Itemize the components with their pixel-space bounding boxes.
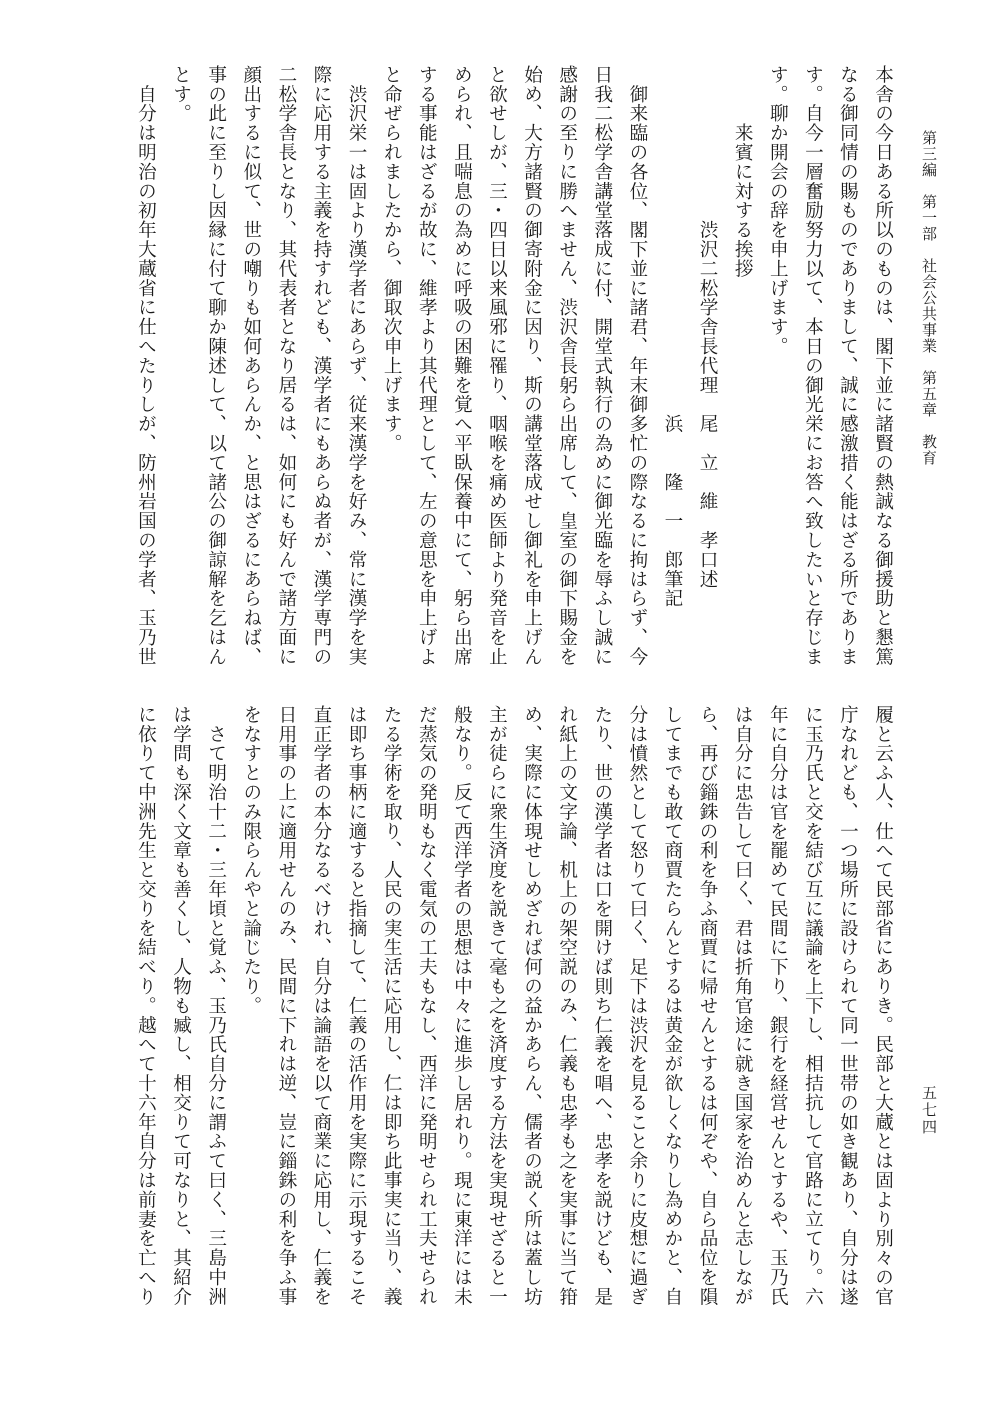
text-line: 始め、大方諸賢の御寄附金に因り、斯の講堂落成せし御礼を申上げん [521,65,543,667]
text-line: 本舎の今日ある所以のものは、閣下並に諸賢の熱誠なる御援助と懇篤 [872,65,894,667]
text-line: なる御同情の賜ものでありまして、誠に感激措く能はざる所でありま [837,65,859,667]
text-line: 感謝の至りに勝へません、渋沢舎長躬ら出席して、皇室の御下賜金を [556,65,578,667]
text-line: と命ぜられましたから、御取次申上げます。 [381,65,403,453]
text-line: は即ち事柄に適すると指摘して、仁義の活作用を実際に示現するこそ [346,705,368,1307]
text-line: たり、世の漢学者は口を開けば則ち仁義を唱へ、忠孝を説けども、是 [591,705,613,1307]
page-number: 五七四 [920,1085,938,1136]
text-line: に依りて中洲先生と交りを結べり。越へて十六年自分は前妻を亡へり [135,705,157,1307]
text-line: 日用事の上に適用せんのみ、民間に下れは逆、豈に錙銖の利を争ふ事 [275,705,297,1307]
text-line: 自分は明治の初年大蔵省に仕へたりしが、防州岩国の学者、玉乃世 [135,65,157,667]
text-line: とす。 [170,65,192,124]
text-line: 浜 隆 一 郎筆記 [661,65,683,609]
text-line: 年に自分は官を罷めて民間に下り、銀行を経営せんとするや、玉乃氏 [767,705,789,1307]
text-line: 来賓に対する挨拶 [732,65,754,279]
text-line: 事の此に至りし因縁に付て聊か陳述して、以て諸公の御諒解を乞はん [205,65,227,667]
text-line: め、実際に体現せしめざれば何の益かあらん、儒者の説く所は蓋し坊 [521,705,543,1307]
text-line: さて明治十二・三年頃と覚ふ、玉乃氏自分に謂ふて曰く、三島中洲 [205,705,227,1307]
text-line: 履と云ふ人、仕へて民部省にありき。民部と大蔵とは固より別々の官 [872,705,894,1307]
text-line: す。聊か開会の辞を申上げます。 [767,65,789,356]
text-line: 際に応用する主義を持すれども、漢学者にもあらぬ者が、漢学専門の [310,65,332,667]
text-line: は自分に忠告して曰く、君は折角官途に就き国家を治めんと志しなが [732,705,754,1307]
text-line: 分は憤然として怒りて曰く、足下は渋沢を見ること余りに皮想に過ぎ [626,705,648,1307]
text-line: する事能はざるが故に、維孝より其代理として、左の意思を申上げよ [416,65,438,667]
text-line: 日我二松学舎講堂落成に付、開堂式執行の為めに御光臨を辱ふし誠に [591,65,613,667]
text-line: す。自今一層奮励努力以て、本日の御光栄にお答へ致したいと存じま [802,65,824,667]
text-line: 御来臨の各位、閣下並に諸君、年末御多忙の際なるに拘はらず、今 [626,65,648,667]
text-line: 二松学舎長となり、其代表者となり居るは、如何にも好んで諸方面に [275,65,297,667]
text-line: をなすとのみ限らんやと論じたり。 [240,705,262,1016]
text-line: 渋沢二松学舎長代理 尾 立 維 孝口述 [697,65,719,589]
text-line: 顔出するに似て、世の嘲りも如何あらんか、と思はざるにあらねば、 [240,65,262,667]
text-line: に玉乃氏と交を結び互に議論を上下し、相拮抗して官路に立てり。六 [802,705,824,1307]
text-line: められ、且喘息の為めに呼吸の困難を覚へ平臥保養中にて、躬ら出席 [451,65,473,667]
text-line: 主が徒らに衆生済度を説きて毫も之を済度する方法を実現せざると一 [486,705,508,1307]
text-line: は学問も深く文章も善くし、人物も臧し、相交りて可なりと、其紹介 [170,705,192,1307]
text-line: 渋沢栄一は固より漢学者にあらず、従来漢学を好み、常に漢学を実 [346,65,368,667]
text-line: 般なり。反て西洋学者の思想は中々に進歩し居れり。現に東洋には未 [451,705,473,1307]
text-line: たる学術を取り、人民の実生活に応用し、仁は即ち此事実に当り、義 [381,705,403,1307]
text-line: 直正学者の本分なるべけれ、自分は論語を以て商業に応用し、仁義を [310,705,332,1307]
text-line: してまでも敢て商賈たらんとするは黄金が欲しくなりし為めかと、自 [661,705,683,1307]
text-line: 庁なれども、一つ場所に設けられて同一世帯の如き観あり、自分は遂 [837,705,859,1307]
text-line: ら、再び錙銖の利を争ふ商賈に帰せんとするは何ぞや、自ら品位を隕 [697,705,719,1307]
text-line: と欲せしが、三・四日以来風邪に罹り、咽喉を痛め医師より発音を止 [486,65,508,667]
text-line: れ紙上の文字論、机上の架空説のみ、仁義も忠孝も之を実事に当て箝 [556,705,578,1307]
running-header: 第三編 第一部 社会公共事業 第五章 教育 [920,130,938,466]
text-line: だ蒸気の発明もなく電気の工夫もなし、西洋に発明せられ工夫せられ [416,705,438,1307]
